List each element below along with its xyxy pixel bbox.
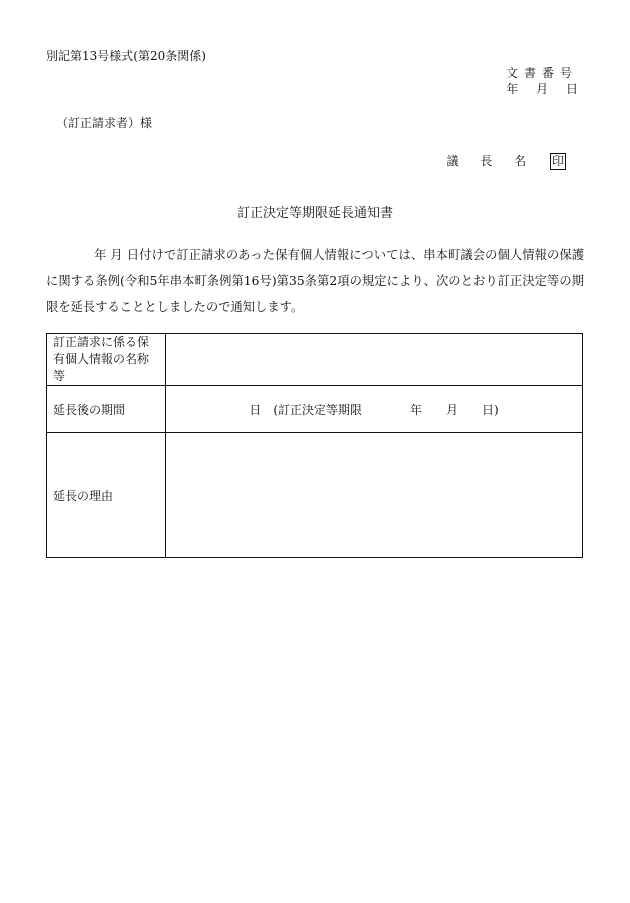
row-label-extension-period: 延長後の期間: [47, 386, 166, 433]
row-label-info-name: 訂正請求に係る保有個人情報の名称等: [47, 334, 166, 386]
info-table: [46, 333, 583, 558]
document-title: 訂正決定等期限延長通知書: [236, 206, 393, 221]
document-date: 年 月 日: [506, 82, 578, 96]
row-label-extension-reason: 延長の理由: [47, 433, 166, 558]
row-value-extension-reason: [166, 433, 583, 558]
form-label: 別記第13号様式(第20条関係): [46, 49, 206, 63]
chair-name-line: [447, 152, 566, 170]
row-value-extension-period: 日 (訂正決定等期限 年 月 日): [166, 386, 583, 433]
row-value-info-name: [166, 334, 583, 386]
table-row: [47, 334, 583, 386]
chair-label: 議 長 名: [446, 154, 527, 168]
addressee: （訂正請求者）様: [56, 116, 153, 130]
table-row: [47, 386, 583, 433]
seal-box: 印: [551, 154, 564, 168]
body-paragraph: [46, 242, 584, 320]
document-number: 文書番号: [505, 66, 578, 80]
table-row: [47, 433, 583, 558]
body-text: 年 月 日付けで訂正請求のあった保有個人情報については、串本町議会の個人情報の保護に関する条例(令和5年串本町条例第16号)第35条第2項の規定により、次のとおり訂正決定等の期限を延長することとしましたので通知します。: [46, 248, 584, 314]
